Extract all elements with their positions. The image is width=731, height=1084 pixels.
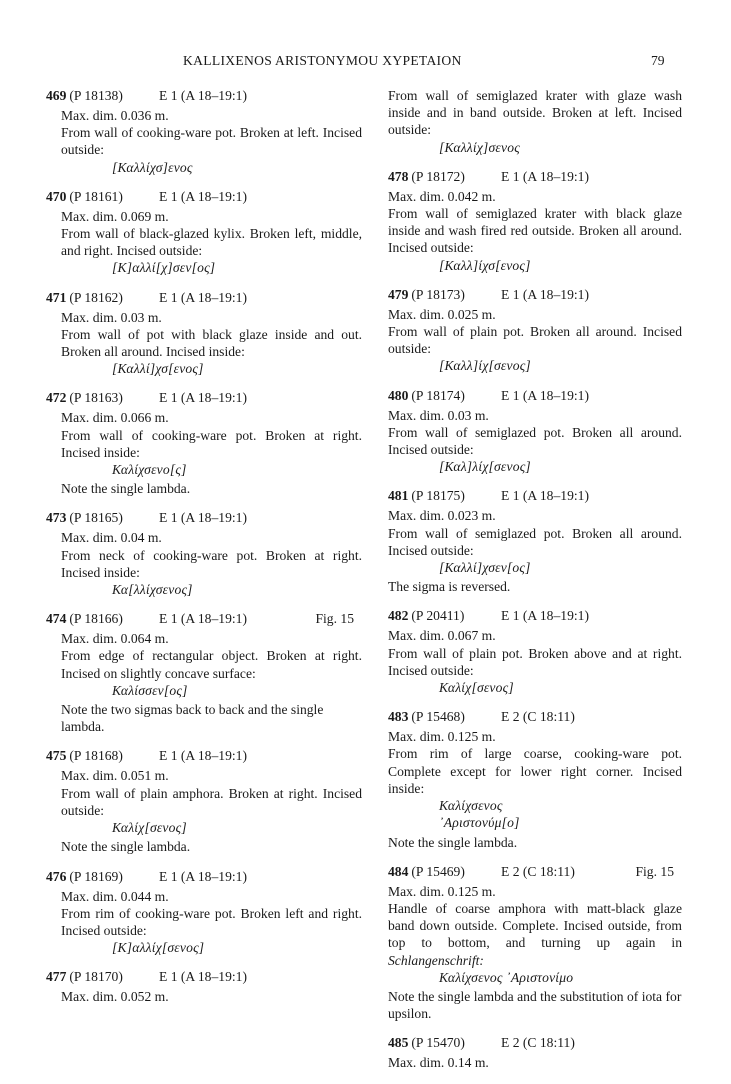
max-dimension: Max. dim. 0.14 m. bbox=[388, 1055, 489, 1071]
catalogue-entry bbox=[46, 87, 362, 176]
entry-heading bbox=[46, 289, 362, 309]
deposit-context: E 2 (C 18:11) bbox=[501, 1035, 575, 1051]
entry-description: From neck of cooking-ware pot. Broken at right. Incised inside: bbox=[61, 547, 362, 580]
deposit-context: E 1 (A 18–19:1) bbox=[159, 188, 247, 204]
deposit-context: E 1 (A 18–19:1) bbox=[159, 748, 247, 764]
entry-inscription: Καλίχσενος bbox=[439, 798, 503, 814]
page-number: 79 bbox=[651, 53, 665, 68]
description-text: Handle of coarse amphora with matt-black glaze band down outside. Complete. Incised outside, from top to bottom, and turning up again in bbox=[388, 900, 682, 951]
entry-inscription: Κα[λλίχσενος] bbox=[112, 582, 193, 598]
max-dimension: Max. dim. 0.125 m. bbox=[388, 729, 496, 745]
deposit-context: E 1 (A 18–19:1) bbox=[501, 286, 589, 302]
entry-body bbox=[46, 107, 362, 176]
entry-inscription: Καλίχσενο[ς] bbox=[112, 462, 187, 478]
entry-description: From wall of semiglazed krater with black glaze inside and wash fired red outside. Broken all around. Incised outside: bbox=[388, 206, 682, 256]
entry-number: 469 bbox=[46, 88, 67, 103]
entry-heading bbox=[388, 286, 682, 306]
entry-inscription: Καλίχσενος ᾿Αριστονίμο bbox=[439, 969, 574, 985]
entry-description: From wall of cooking-ware pot. Broken at right. Incised inside: bbox=[61, 427, 362, 460]
deposit-context: E 1 (A 18–19:1) bbox=[501, 387, 589, 403]
entry-inscription: [Καλλίχ]σενος bbox=[439, 139, 520, 155]
deposit-context: E 1 (A 18–19:1) bbox=[159, 611, 247, 627]
catalogue-entry bbox=[46, 968, 362, 1005]
entry-body bbox=[388, 883, 682, 986]
deposit-context: E 1 (A 18–19:1) bbox=[501, 608, 589, 624]
entry-inscription: [Καλλί]χσ[ενος] bbox=[112, 361, 204, 377]
entry-description: From edge of rectangular object. Broken at right. Incised on slightly concave surface: bbox=[61, 648, 362, 681]
entry-heading bbox=[46, 747, 362, 767]
entry-description: From wall of semiglazed krater with glaze wash inside and in band outside. Broken at left. Incised outside: bbox=[388, 88, 682, 138]
max-dimension: Max. dim. 0.03 m. bbox=[388, 407, 489, 423]
max-dimension: Max. dim. 0.052 m. bbox=[61, 989, 169, 1005]
entry-heading bbox=[46, 389, 362, 409]
entry-heading bbox=[388, 387, 682, 407]
catalogue-entry bbox=[388, 1034, 682, 1071]
max-dimension: Max. dim. 0.066 m. bbox=[61, 410, 169, 426]
entry-inscription: Καλίχ[σενος] bbox=[439, 680, 514, 696]
catalogue-entry bbox=[46, 610, 362, 735]
deposit-context: E 1 (A 18–19:1) bbox=[159, 289, 247, 305]
inventory-number: (P 18175) bbox=[411, 488, 465, 504]
entry-note: Note the single lambda. bbox=[61, 481, 191, 497]
entry-body bbox=[46, 988, 362, 1005]
entry-note: Note the single lambda. bbox=[61, 839, 191, 855]
entry-body bbox=[388, 627, 682, 696]
inventory-number: (P 15469) bbox=[411, 863, 465, 879]
entry-number: 470 bbox=[46, 188, 67, 204]
entry-note: Note the single lambda. bbox=[388, 834, 518, 850]
entry-inscription: [Καλλίχσ]ενος bbox=[112, 159, 193, 175]
deposit-context: E 1 (A 18–19:1) bbox=[159, 88, 247, 103]
entry-body bbox=[388, 188, 682, 274]
inventory-number: (P 18163) bbox=[69, 390, 123, 406]
deposit-context: E 2 (C 18:11) bbox=[501, 709, 575, 725]
entry-inscription: Καλίσσεν[ος] bbox=[112, 682, 188, 698]
entry-description bbox=[388, 900, 682, 969]
entry-number: 477 bbox=[46, 969, 67, 985]
inventory-number: (P 20411) bbox=[411, 608, 465, 624]
inventory-number: (P 15468) bbox=[411, 709, 465, 725]
entry-inscription: [Καλλ]ίχσ[ενος] bbox=[439, 257, 531, 273]
entry-inscription: Καλίχ[σενος] bbox=[112, 820, 187, 836]
inventory-number: (P 18165) bbox=[69, 510, 123, 526]
entry-number: 474 bbox=[46, 611, 67, 627]
entry-heading bbox=[46, 188, 362, 208]
deposit-context: E 1 (A 18–19:1) bbox=[159, 868, 247, 884]
inventory-number: (P 18172) bbox=[411, 168, 465, 184]
entry-body bbox=[46, 767, 362, 836]
catalogue-entry bbox=[388, 286, 682, 375]
inventory-number: (P 18161) bbox=[69, 188, 123, 204]
entry-note: The sigma is reversed. bbox=[388, 579, 511, 595]
entry-body bbox=[46, 309, 362, 378]
max-dimension: Max. dim. 0.044 m. bbox=[61, 888, 169, 904]
catalogue-entry bbox=[46, 868, 362, 957]
entry-heading bbox=[388, 708, 682, 728]
catalogue-entry bbox=[46, 289, 362, 378]
catalogue-entry bbox=[388, 607, 682, 696]
inventory-number: (P 18138) bbox=[69, 88, 123, 103]
entry-body bbox=[388, 306, 682, 375]
entry-inscription: [Καλ]λίχ[σενος] bbox=[439, 459, 531, 475]
deposit-context: E 1 (A 18–19:1) bbox=[159, 390, 247, 406]
entry-heading bbox=[46, 509, 362, 529]
entry-number: 479 bbox=[388, 286, 409, 302]
entry-body bbox=[46, 630, 362, 699]
entry-heading bbox=[388, 168, 682, 188]
entry-heading bbox=[388, 1034, 682, 1054]
entry-number: 473 bbox=[46, 510, 67, 526]
entry-description: From wall of pot with black glaze inside and out. Broken all around. Incised inside: bbox=[61, 326, 362, 360]
entry-heading bbox=[46, 87, 362, 107]
entry-description: From wall of plain amphora. Broken at right. Incised outside: bbox=[61, 785, 362, 818]
inventory-number: (P 18174) bbox=[411, 387, 465, 403]
entry-heading bbox=[46, 610, 362, 630]
entry-description: From rim of cooking-ware pot. Broken left and right. Incised outside: bbox=[61, 905, 362, 938]
max-dimension: Max. dim. 0.025 m. bbox=[388, 306, 496, 322]
catalogue-entry bbox=[46, 389, 362, 497]
max-dimension: Max. dim. 0.064 m. bbox=[61, 631, 169, 647]
left-column bbox=[46, 87, 362, 1018]
entry-description: From wall of plain pot. Broken all around. Incised outside: bbox=[388, 324, 682, 357]
entry-body bbox=[46, 888, 362, 957]
entry-inscription: [Κ]αλλίχ[σενος] bbox=[112, 940, 205, 956]
entry-inscription: [Καλλ]ίχ[σενος] bbox=[439, 358, 531, 374]
entry-note: Note the single lambda and the substitution of iota for upsilon. bbox=[388, 988, 682, 1022]
entry-number: 483 bbox=[388, 709, 409, 725]
deposit-context: E 1 (A 18–19:1) bbox=[501, 168, 589, 184]
deposit-context: E 1 (A 18–19:1) bbox=[501, 488, 589, 504]
entry-description: From wall of semiglazed pot. Broken all around. Incised outside: bbox=[388, 525, 682, 558]
entry-body bbox=[46, 208, 362, 277]
max-dimension: Max. dim. 0.036 m. bbox=[61, 108, 169, 123]
deposit-context: E 2 (C 18:11) bbox=[501, 863, 575, 879]
catalogue-entry bbox=[388, 168, 682, 274]
entry-heading bbox=[388, 607, 682, 627]
entry-number: 476 bbox=[46, 868, 67, 884]
catalogue-entry bbox=[388, 863, 682, 1023]
max-dimension: Max. dim. 0.04 m. bbox=[61, 530, 162, 546]
max-dimension: Max. dim. 0.051 m. bbox=[61, 768, 169, 784]
catalogue-entry bbox=[388, 487, 682, 595]
entry-heading bbox=[388, 487, 682, 507]
catalogue-entry bbox=[46, 509, 362, 598]
figure-reference: Fig. 15 bbox=[635, 863, 674, 879]
catalogue-entry bbox=[46, 188, 362, 277]
entry-number: 471 bbox=[46, 289, 67, 305]
max-dimension: Max. dim. 0.023 m. bbox=[388, 508, 496, 524]
inventory-number: (P 18169) bbox=[69, 868, 123, 884]
entry-heading bbox=[46, 968, 362, 988]
entry-inscription: [Καλλί]χσεν[ος] bbox=[439, 560, 531, 576]
entry-inscription: ᾿Αριστονύμ[ο] bbox=[439, 815, 520, 831]
catalogue-entry bbox=[46, 747, 362, 855]
entry-note: Note the two sigmas back to back and the single lambda. bbox=[61, 702, 324, 735]
entry-number: 484 bbox=[388, 863, 409, 879]
entry-body bbox=[388, 1054, 682, 1071]
entry-description: From wall of cooking-ware pot. Broken at left. Incised outside: bbox=[61, 125, 362, 158]
entry-number: 475 bbox=[46, 748, 67, 764]
catalogue-entry bbox=[388, 387, 682, 476]
deposit-context: E 1 (A 18–19:1) bbox=[159, 510, 247, 526]
entry-body bbox=[46, 409, 362, 478]
inventory-number: (P 18173) bbox=[411, 286, 465, 302]
right-column bbox=[388, 87, 682, 1084]
max-dimension: Max. dim. 0.03 m. bbox=[61, 309, 162, 325]
entry-number: 482 bbox=[388, 608, 409, 624]
deposit-context: E 1 (A 18–19:1) bbox=[159, 969, 247, 985]
entry-number: 485 bbox=[388, 1035, 409, 1051]
inventory-number: (P 15470) bbox=[411, 1035, 465, 1051]
entry-body bbox=[388, 407, 682, 476]
entry-body bbox=[388, 728, 682, 831]
entry-number: 481 bbox=[388, 488, 409, 504]
entry-heading bbox=[388, 863, 682, 883]
entry-description: From wall of plain pot. Broken above and at right. Incised outside: bbox=[388, 645, 682, 678]
entry-description: From rim of large coarse, cooking-ware pot. Complete except for lower right corner. Incised inside: bbox=[388, 746, 682, 796]
running-head: KALLIXENOS ARISTONYMOU XYPETAION bbox=[183, 53, 462, 68]
entry-body bbox=[46, 529, 362, 598]
entry-heading bbox=[46, 868, 362, 888]
max-dimension: Max. dim. 0.042 m. bbox=[388, 188, 496, 204]
entry-number: 480 bbox=[388, 387, 409, 403]
inventory-number: (P 18168) bbox=[69, 748, 123, 764]
max-dimension: Max. dim. 0.067 m. bbox=[388, 628, 496, 644]
entry-description: From wall of semiglazed pot. Broken all around. Incised outside: bbox=[388, 424, 682, 458]
inventory-number: (P 18166) bbox=[69, 611, 123, 627]
figure-reference: Fig. 15 bbox=[315, 611, 354, 627]
inventory-number: (P 18170) bbox=[69, 969, 123, 985]
description-emphasis: Schlangenschrift: bbox=[388, 952, 484, 968]
max-dimension: Max. dim. 0.125 m. bbox=[388, 883, 496, 899]
page-header bbox=[0, 52, 731, 72]
entry-number: 472 bbox=[46, 390, 67, 406]
entry-description: From wall of black-glazed kylix. Broken left, middle, and right. Incised outside: bbox=[61, 226, 362, 259]
continued-entry bbox=[388, 87, 682, 156]
entry-number: 478 bbox=[388, 168, 409, 184]
entry-inscription: [Κ]αλλί[χ]σεν[ος] bbox=[112, 260, 216, 276]
entry-body bbox=[388, 507, 682, 576]
max-dimension: Max. dim. 0.069 m. bbox=[61, 208, 169, 224]
inventory-number: (P 18162) bbox=[69, 289, 123, 305]
catalogue-entry bbox=[388, 708, 682, 850]
